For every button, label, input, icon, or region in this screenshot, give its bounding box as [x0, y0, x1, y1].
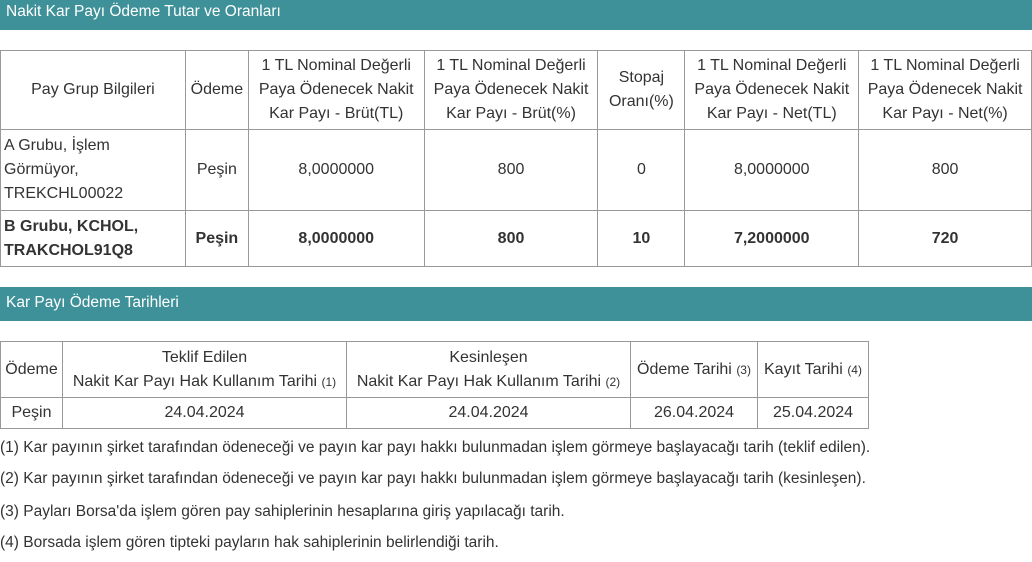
column-header-payment: Ödeme	[1, 342, 63, 398]
payment-cell: Peşin	[185, 130, 248, 211]
footnote-ref: (3)	[736, 362, 751, 377]
finalized-date-cell: 24.04.2024	[347, 398, 631, 429]
footnote-2: (2) Kar payının şirket tarafından ödeneceği ve payın kar payı hakkı bulunmadan işlem görmeye başlayacağı tarih (kesinleşen).	[0, 470, 866, 487]
footnote-ref: (2)	[605, 374, 621, 389]
column-header-gross-pct: 1 TL Nominal Değerli Paya Ödenecek Nakit Kar Payı - Brüt(%)	[424, 51, 598, 130]
group-info-cell: A Grubu, İşlem Görmüyor, TREKCHL00022	[1, 130, 186, 211]
column-header-net-tl: 1 TL Nominal Değerli Paya Ödenecek Nakit Kar Payı - Net(TL)	[685, 51, 859, 130]
net-tl-cell: 8,0000000	[685, 130, 859, 211]
net-pct-cell: 720	[859, 211, 1032, 267]
column-header-gross-tl: 1 TL Nominal Değerli Paya Ödenecek Nakit Kar Payı - Brüt(TL)	[248, 51, 424, 130]
finalized-date-header-line2	[350, 370, 627, 394]
finalized-date-header-text: Nakit Kar Payı Hak Kullanım Tarihi	[356, 372, 602, 390]
record-date-cell: 25.04.2024	[758, 398, 869, 429]
footnote-3: (3) Payları Borsa'da işlem gören pay sahiplerinin hesaplarına giriş yapılacağı tarih.	[0, 503, 565, 520]
column-header-proposed-date	[63, 342, 347, 398]
gross-pct-cell: 800	[424, 211, 598, 267]
table-row	[1, 211, 1032, 267]
column-header-finalized-date	[347, 342, 631, 398]
column-header-group-info: Pay Grup Bilgileri	[1, 51, 186, 130]
table-header-row	[1, 342, 869, 398]
section-title-dividend-amounts: Nakit Kar Payı Ödeme Tutar ve Oranları	[0, 0, 1032, 30]
section-title-payment-dates: Kar Payı Ödeme Tarihleri	[0, 287, 1032, 321]
record-date-header-text: Kayıt Tarihi	[764, 360, 843, 378]
footnote-ref: (1)	[321, 374, 337, 389]
payment-dates-table	[0, 341, 869, 429]
finalized-date-header-line1: Kesinleşen	[449, 348, 528, 366]
column-header-payment: Ödeme	[185, 51, 248, 130]
column-header-payment-date	[631, 342, 758, 398]
proposed-date-cell: 24.04.2024	[63, 398, 347, 429]
table-row	[1, 398, 869, 429]
withholding-rate-cell: 0	[598, 130, 685, 211]
dividend-amounts-table	[0, 50, 1032, 267]
proposed-date-header-text: Nakit Kar Payı Hak Kullanım Tarihi	[72, 372, 318, 390]
column-header-withholding-rate: Stopaj Oranı(%)	[598, 51, 685, 130]
payment-date-cell: 26.04.2024	[631, 398, 758, 429]
net-pct-cell: 800	[859, 130, 1032, 211]
withholding-rate-cell: 10	[598, 211, 685, 267]
footnote-1: (1) Kar payının şirket tarafından ödeneceği ve payın kar payı hakkı bulunmadan işlem görmeye başlayacağı tarih (teklif edilen).	[0, 439, 871, 456]
payment-date-header-text: Ödeme Tarihi	[637, 360, 732, 378]
table-row	[1, 130, 1032, 211]
footnote-4: (4) Borsada işlem gören tipteki payların hak sahiplerinin belirlendiği tarih.	[0, 534, 499, 551]
table-header-row	[1, 51, 1032, 130]
net-tl-cell: 7,2000000	[685, 211, 859, 267]
group-info-cell: B Grubu, KCHOL, TRAKCHOL91Q8	[1, 211, 186, 267]
gross-tl-cell: 8,0000000	[248, 211, 424, 267]
column-header-record-date	[758, 342, 869, 398]
column-header-net-pct: 1 TL Nominal Değerli Paya Ödenecek Nakit Kar Payı - Net(%)	[859, 51, 1032, 130]
gross-tl-cell: 8,0000000	[248, 130, 424, 211]
proposed-date-header-line2	[66, 370, 343, 394]
payment-cell: Peşin	[1, 398, 63, 429]
payment-cell: Peşin	[185, 211, 248, 267]
footnote-ref: (4)	[847, 362, 862, 377]
proposed-date-header-line1: Teklif Edilen	[161, 348, 248, 366]
gross-pct-cell: 800	[424, 130, 598, 211]
